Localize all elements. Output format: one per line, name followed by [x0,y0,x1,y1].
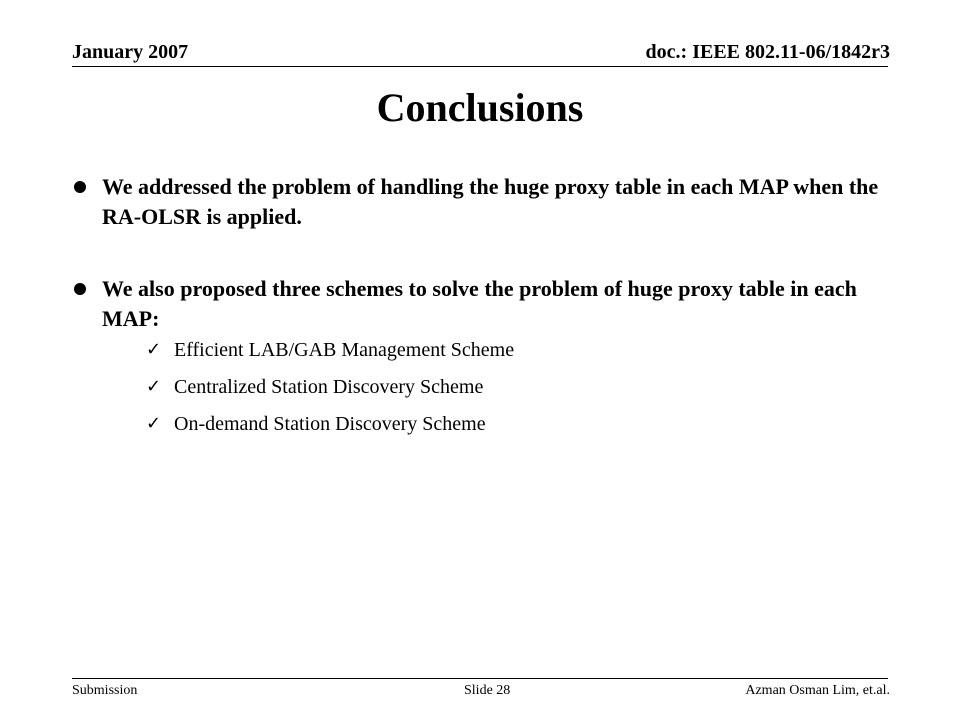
sub-bullet-list [102,338,888,436]
bullet-dot-icon [74,181,86,193]
sub-bullet-text: Centralized Station Discovery Scheme [174,376,484,398]
check-mark-icon: ✓ [146,413,162,434]
bullet-list [72,172,888,449]
sub-bullet-item [146,375,888,399]
sub-bullet-item [146,338,888,362]
sub-bullet-text: On-demand Station Discovery Scheme [174,413,486,435]
bullet-text: We addressed the problem of handling the huge proxy table in each MAP when the RA-OLSR is applied. [102,174,879,229]
footer-divider [72,678,888,679]
sub-bullet-text: Efficient LAB/GAB Management Scheme [174,339,515,361]
header-divider [72,66,888,67]
check-mark-icon: ✓ [146,376,162,397]
bullet-text: We also proposed three schemes to solve the problem of huge proxy table in each MAP: [102,276,857,331]
footer-author: Azman Osman Lim, et.al. [745,683,890,698]
footer-slide-number: Slide 28 [464,683,511,698]
bullet-item [72,172,888,232]
check-mark-icon: ✓ [146,339,162,360]
footer-submission: Submission [72,683,138,698]
header-doc-id: doc.: IEEE 802.11-06/1842r3 [645,41,890,63]
slide-title: Conclusions [376,85,584,130]
bullet-item [72,274,888,436]
header-date: January 2007 [72,41,189,63]
sub-bullet-item [146,412,888,436]
bullet-dot-icon [74,283,86,295]
